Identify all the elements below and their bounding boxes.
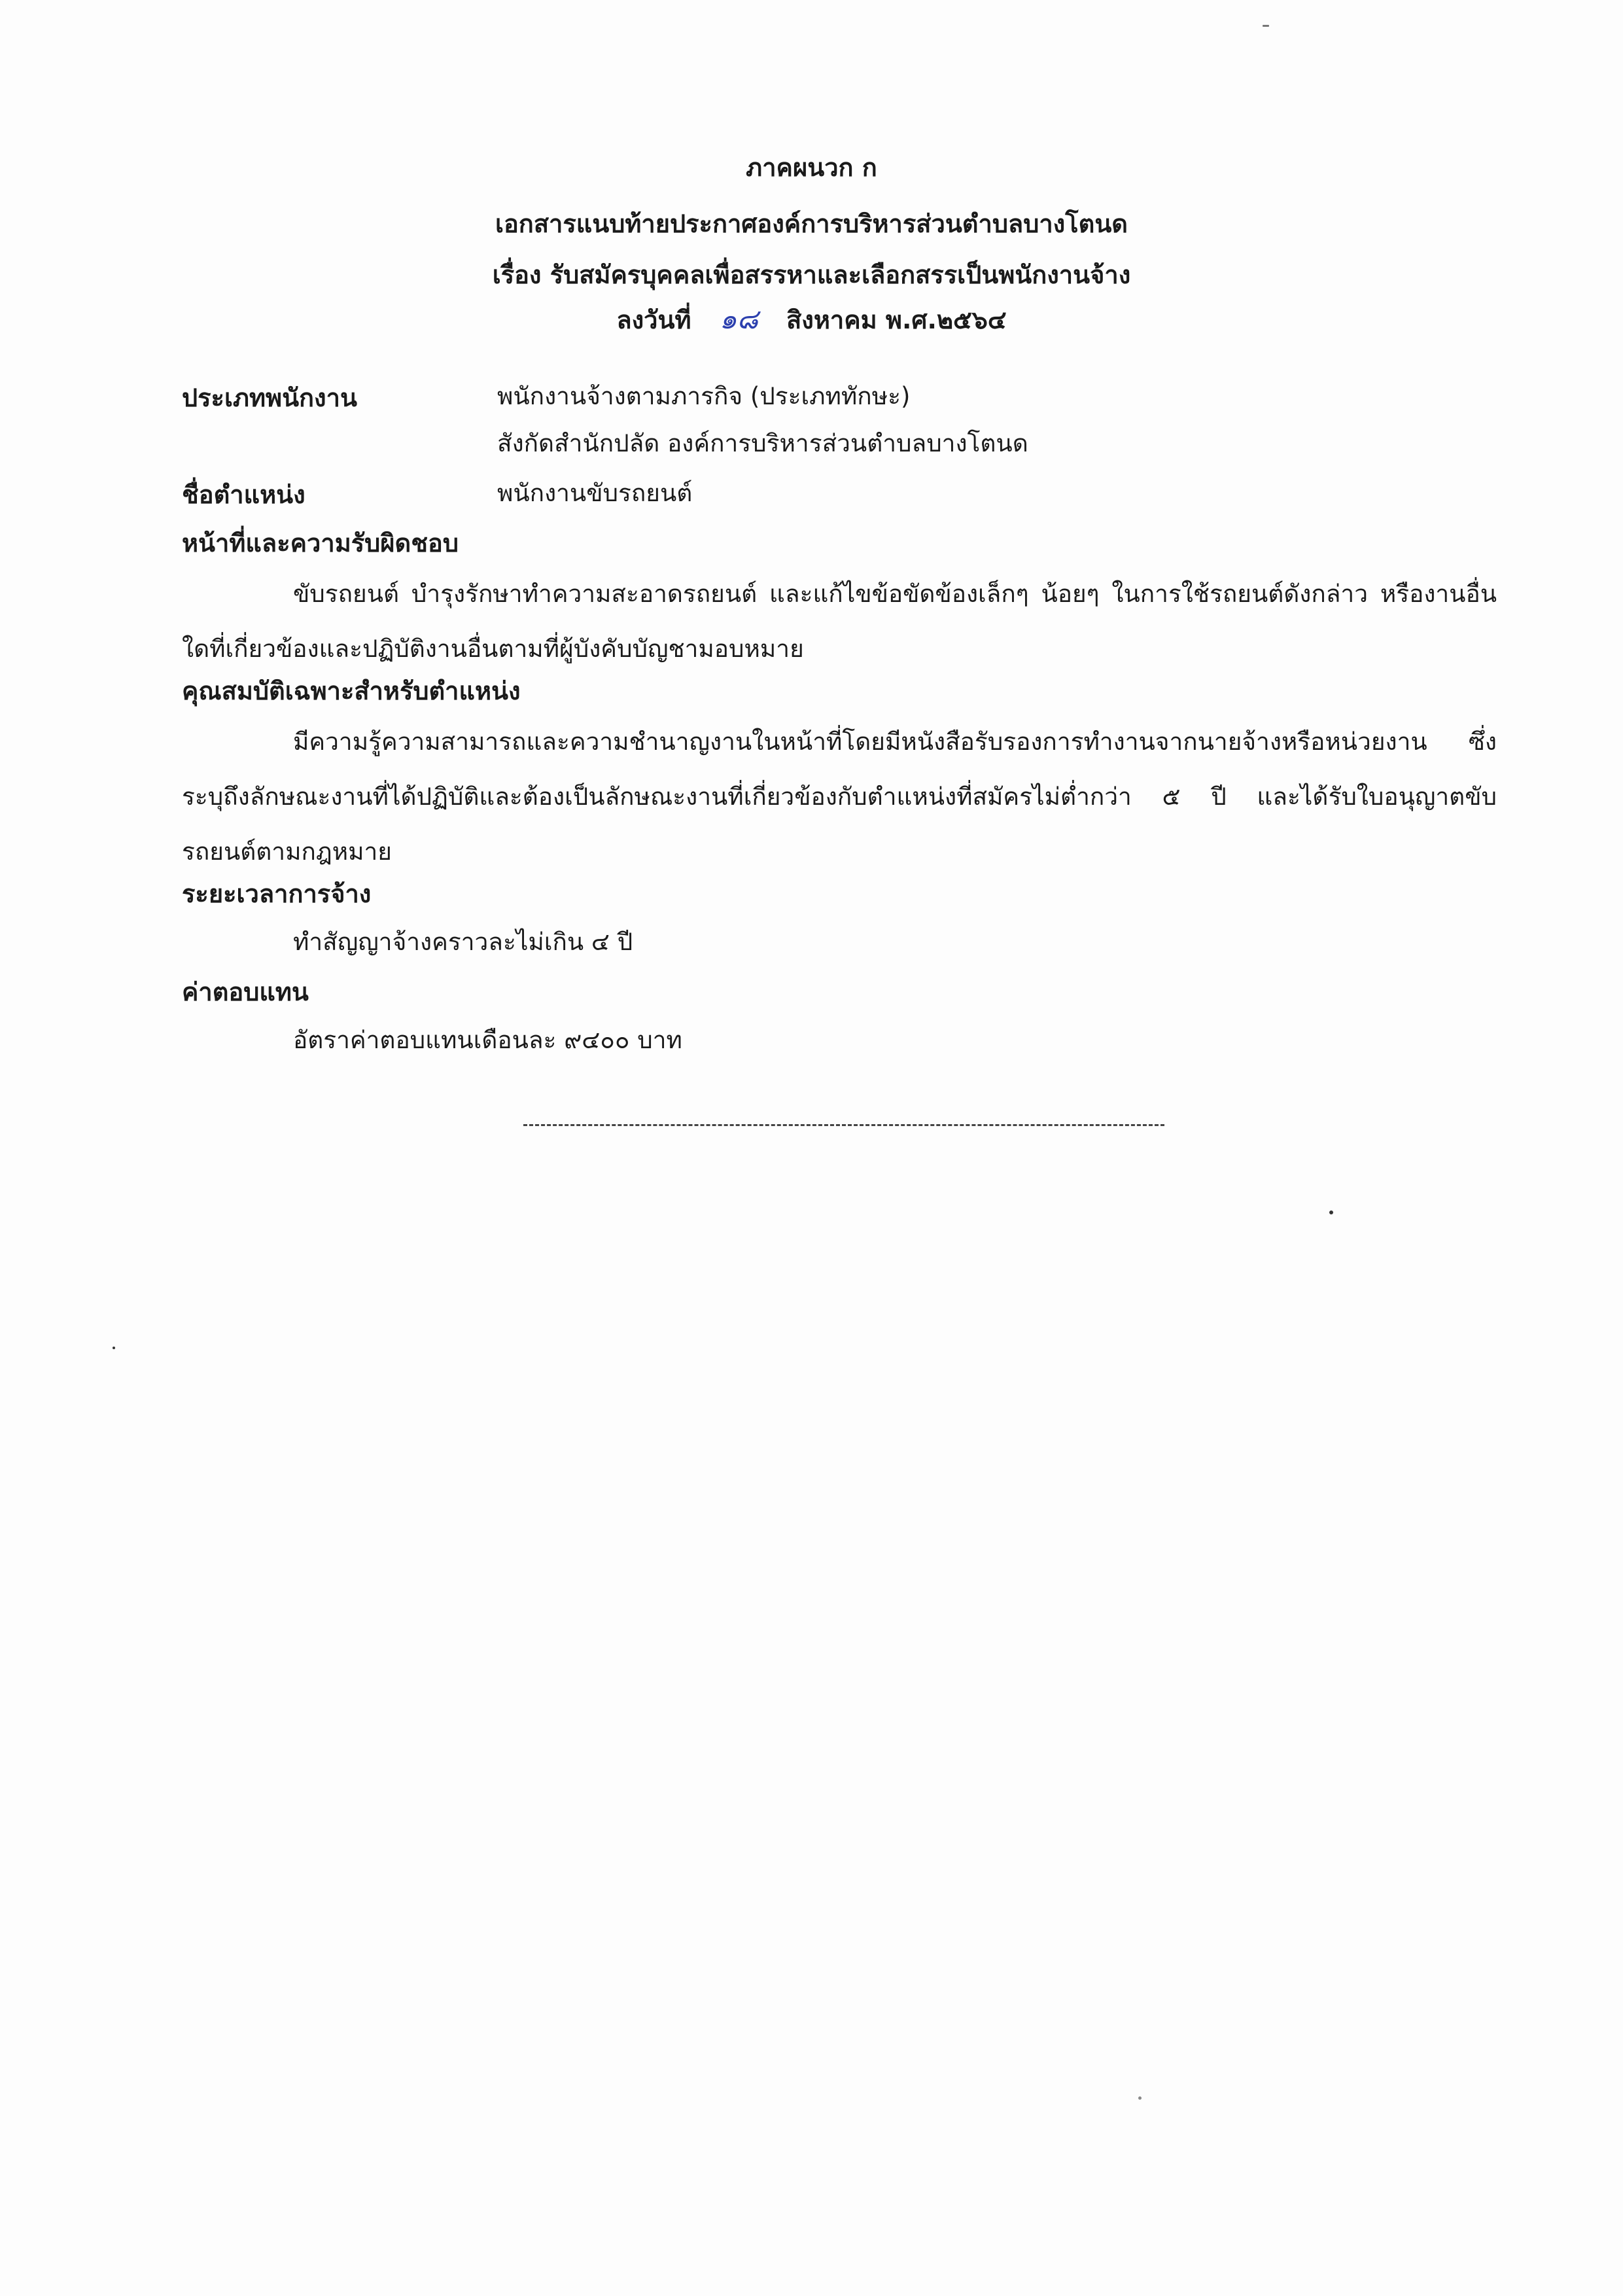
dashed-divider [523, 1124, 1164, 1126]
term-heading: ระยะเวลาการจ้าง [182, 879, 372, 908]
appendix-heading: ภาคผนวก ก [746, 153, 877, 182]
subject-line: เรื่อง รับสมัครบุคคลเพื่อสรรหาและเลือกสรรเป็นพนักงานจ้าง [492, 260, 1131, 289]
scan-speck [1263, 25, 1269, 27]
qualifications-paragraph: มีความรู้ความสามารถและความชำนาญงานในหน้าที่โดยมีหนังสือรับรองการทำงานจากนายจ้างหรือหน่วยงาน ซึ่งระบุถึงลักษณะงานที่ได้ปฏิบัติและต้องเป็นลักษณะงานที่เกี่ยวข้องกับตำแหน่งที่สมัครไม่ต่ำกว่า ๕ ปี และได้รับใบอนุญาตขับรถยนต์ตามกฎหมาย [182, 728, 1497, 866]
scan-speck [1329, 1210, 1333, 1214]
document-title: เอกสารแนบท้ายประกาศองค์การบริหารส่วนตำบลบางโตนด [495, 209, 1128, 238]
duties-heading: หน้าที่และความรับผิดชอบ [182, 529, 459, 557]
position-label: ชื่อตำแหน่ง [182, 480, 305, 509]
employee-type-label: ประเภทพนักงาน [182, 383, 357, 412]
position-value: พนักงานขับรถยนต์ [497, 479, 693, 507]
date-line [0, 300, 1623, 340]
duties-paragraph: ขับรถยนต์ บำรุงรักษาทำความสะอาดรถยนต์ และแก้ไขข้อขัดข้องเล็กๆ น้อยๆ ในการใช้รถยนต์ดังกล่าว หรืองานอื่นใดที่เกี่ยวข้องและปฏิบัติงานอื่นตามที่ผู้บังคับบัญชามอบหมาย [182, 580, 1497, 663]
employee-affiliation-value: สังกัดสำนักปลัด องค์การบริหารส่วนตำบลบางโตนด [497, 429, 1028, 457]
term-text: ทำสัญญาจ้างคราวละไม่เกิน ๔ ปี [293, 928, 633, 956]
qualifications-heading: คุณสมบัติเฉพาะสำหรับตำแหน่ง [182, 677, 521, 705]
pay-heading: ค่าตอบแทน [182, 978, 309, 1006]
pay-text: อัตราค่าตอบแทนเดือนละ ๙๔๐๐ บาท [293, 1026, 682, 1054]
scan-speck [113, 1347, 115, 1349]
handwritten-date-day: ๑๘ [719, 303, 758, 335]
date-month-year: สิงหาคม พ.ศ.๒๕๖๔ [786, 306, 1007, 334]
scan-speck [1138, 2096, 1142, 2100]
date-prefix: ลงวันที่ [616, 306, 691, 334]
employee-type-value: พนักงานจ้างตามภารกิจ (ประเภททักษะ) [497, 382, 911, 410]
